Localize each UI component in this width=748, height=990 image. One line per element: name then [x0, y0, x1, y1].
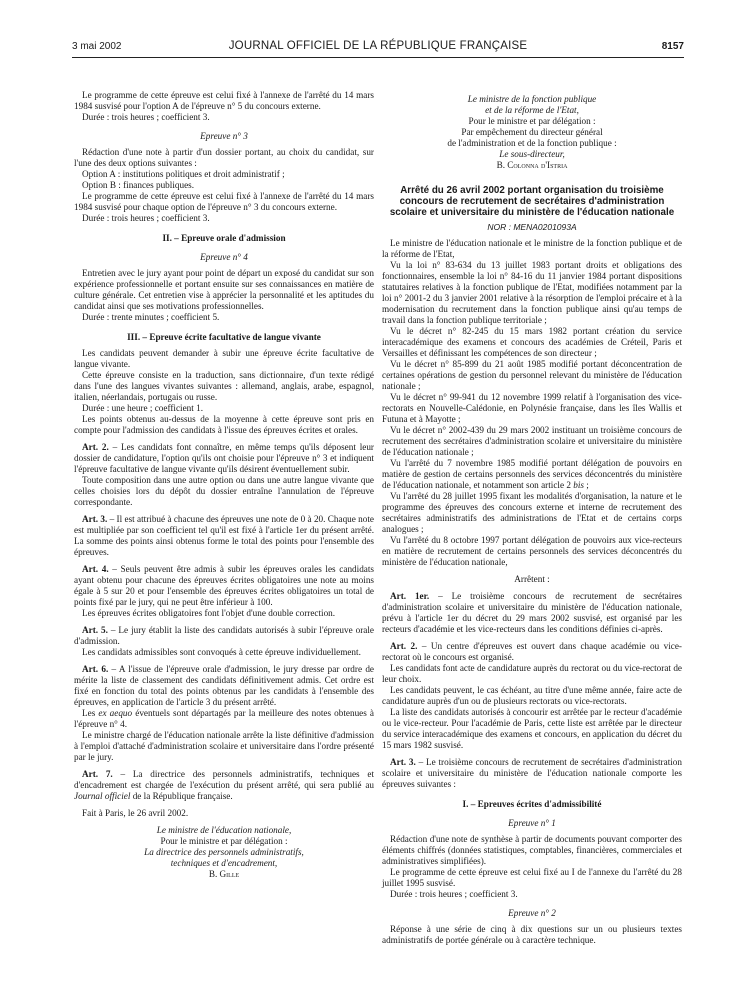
paragraph: Vu le décret n° 2002-439 du 29 mars 2002 instituant un troisième concours de recrutement des secrétaires d'administration scolaire et universitaire du ministère de l'éducation nationale ; — [382, 424, 682, 457]
text-run: Les — [82, 708, 99, 718]
signature-line: Pour le ministre et par délégation : — [468, 116, 596, 126]
decree-title: Arrêté du 26 avril 2002 portant organisation du troisième concours de recrutement de secrétaires d'administration scolaire et universitaire du ministère de l'éducation nationale — [389, 185, 675, 219]
signature-line: Le ministre de l'éducation nationale, — [156, 825, 292, 835]
paragraph — [74, 708, 374, 730]
epreuve-heading: Epreuve n° 3 — [200, 131, 248, 141]
text-run: ; — [583, 479, 589, 490]
section-heading — [74, 332, 374, 343]
paragraph: Vu l'arrêté du 28 juillet 1995 fixant les modalités d'organisation, la nature et le programme des épreuves des concours externe et interne de recrutement des secrétaires administratifs des administrations de l'Etat et de certains corps analogues ; — [382, 490, 682, 534]
paragraph: Vu l'arrêté du 8 octobre 1997 portant délégation de pouvoirs aux vice-recteurs en matière de recrutement de certains personnels des services déconcentrés du ministère de l'éducation nationale, — [382, 534, 682, 567]
paragraph: Les candidats peuvent demander à subir une épreuve écrite facultative de langue vivante. — [74, 348, 374, 369]
signature-line: Le ministre de la fonction publique — [467, 94, 597, 104]
paragraph: Cette épreuve consiste en la traduction, sans dictionnaire, d'un texte rédigé dans l'une des langues vivantes suivantes : allemand, anglais, arabe, espagnol, italien, néerlandais, portugais ou russe. — [74, 370, 374, 402]
article-label: Art. 6. — [82, 664, 109, 674]
arretent: Arrêtent : — [514, 573, 550, 584]
paragraph: Option A : institutions politiques et droit administratif ; — [82, 169, 285, 179]
epreuve-heading: Epreuve n° 4 — [200, 252, 248, 262]
signature-line: Pour le ministre et par délégation : — [160, 836, 288, 846]
article-label: Art. 3. — [390, 756, 416, 767]
article-text: – La directrice des personnels administratifs, techniques et d'encadrement est chargée de l'exécution du présent arrêté, qui sera publié au — [74, 769, 374, 790]
paragraph: Rédaction d'une note de synthèse à partir de documents pouvant comporter des éléments chiffrés (données statistiques, comptables, financières, commerciales et administratives simplifiées). — [382, 833, 682, 866]
article-text: – A l'issue de l'épreuve orale d'admission, le jury dresse par ordre de mérite la liste de classement des candidats définitivement admis. Cet ordre est fixé en fonction du total des points obtenus par les candidats à l'ensemble des épreuves, en application de l'article 3 du présent arrêté. — [74, 664, 374, 707]
signature-line: techniques et d'encadrement, — [170, 858, 278, 868]
paragraph: Entretien avec le jury ayant pour point de départ un exposé du candidat sur son expérience professionnelle et portant ensuite sur ses connaissances en matière de culture générale. Cet entretien vise à apprécier la personnalité et les aptitudes du candidat ainsi que ses motivations professionnelles. — [74, 268, 374, 311]
article-4 — [74, 564, 374, 608]
page-header — [72, 40, 684, 54]
paragraph: Rédaction d'une note à partir d'un dossier portant, au choix du candidat, sur l'une des deux options suivantes : — [74, 147, 374, 168]
left-column — [74, 90, 374, 880]
header-journal-title: JOURNAL OFFICIEL DE LA RÉPUBLIQUE FRANÇAISE — [228, 40, 528, 52]
italic-term: ex aequo — [98, 708, 133, 718]
article-text: – Le troisième concours de recrutement de secrétaires d'administration scolaire et universitaire du ministère de l'éducation nationale, prévu à l'article 1er du décret du 29 mars 2002 susvisé, est organisé par les recteurs d'académie et les vice-recteurs dans les conditions définies ci-après. — [382, 590, 682, 634]
place-date: Fait à Paris, le 26 avril 2002. — [82, 808, 189, 818]
signatory-name: B. Gille — [208, 869, 240, 879]
epreuve-heading: Epreuve n° 2 — [508, 907, 556, 918]
article-label: Art. 2. — [82, 442, 109, 452]
signature-line: et de la réforme de l'Etat, — [485, 105, 579, 115]
paragraph: Durée : trente minutes ; coefficient 5. — [82, 312, 220, 322]
article-2 — [382, 641, 682, 663]
article-label: Art. 2. — [390, 640, 418, 651]
article-label: Art. 5. — [82, 625, 108, 635]
article-text: – Un centre d'épreuves est ouvert dans chaque académie ou vice-rectorat où le concours est organisé. — [382, 640, 682, 662]
article-7 — [74, 769, 374, 802]
paragraph: Le ministre chargé de l'éducation nationale arrête la liste définitive d'admission à l'emploi d'attaché d'administration scolaire et universitaire dans l'ordre présenté par le jury. — [74, 730, 374, 762]
header-page-number: 8157 — [661, 41, 684, 52]
paragraph: Le programme de cette épreuve est celui fixé au I de l'annexe du l'arrêté du 28 juillet 1995 susvisé. — [382, 866, 682, 888]
paragraph: Durée : une heure ; coefficient 1. — [82, 403, 203, 413]
text-run: éventuels sont départagés par la meilleure des notes obtenues à l'épreuve n° 4. — [74, 708, 375, 729]
section-heading-text: III. – Epreuve écrite facultative de langue vivante — [127, 332, 321, 342]
italic-term: Journal officiel — [74, 791, 131, 801]
paragraph: Les candidats admissibles sont convoqués à cette épreuve individuellement. — [82, 647, 361, 657]
paragraph: Vu le décret n° 99-941 du 12 novembre 1999 relatif à l'organisation des vice-rectorats en Nouvelle-Calédonie, en Polynésie française, dans les îles Wallis et Futuna et à Mayotte ; — [382, 391, 682, 424]
paragraph: Option B : finances publiques. — [82, 180, 195, 190]
signature-line: La directrice des personnels administratifs, — [144, 847, 304, 857]
article-label: Art. 1er. — [390, 590, 430, 601]
paragraph: Le programme de cette épreuve est celui fixé à l'annexe de l'arrêté du 14 mars 1984 susvisé pour l'option A de l'épreuve n° 5 du concours externe. — [74, 90, 374, 111]
section-heading — [382, 799, 682, 810]
paragraph: Les candidats peuvent, le cas échéant, au titre d'une même année, faire acte de candidature auprès d'un ou de plusieurs rectorats ou vice-rectorats. — [382, 684, 682, 706]
article-text: – Le jury établit la liste des candidats autorisés à subir l'épreuve orale d'admission. — [74, 625, 374, 646]
section-heading-text: I. – Epreuves écrites d'admissibilité — [462, 798, 602, 809]
paragraph: Durée : trois heures ; coefficient 3. — [390, 888, 518, 899]
article-2 — [74, 442, 374, 475]
paragraph: Vu le décret n° 85-899 du 21 août 1985 modifié portant déconcentration de certaines opérations de gestion du personnel relevant du ministère de l'éducation nationale ; — [382, 358, 682, 391]
nor-reference — [382, 222, 682, 233]
header-date: 3 mai 2002 — [72, 41, 122, 52]
right-column — [382, 94, 682, 946]
article-label: Art. 4. — [82, 564, 109, 574]
paragraph: Les candidats font acte de candidature auprès du rectorat ou du vice-rectorat de leur choix. — [382, 662, 682, 684]
paragraph: Vu le décret n° 82-245 du 15 mars 1982 portant création du service interacadémique des examens et concours des académies de Créteil, Paris et Versailles et définissant les compétences de son directeur ; — [382, 325, 682, 358]
paragraph: Les épreuves écrites obligatoires font l'objet d'une double correction. — [82, 608, 336, 618]
article-text: – Le troisième concours de recrutement de secrétaires d'administration scolaire et universitaire du ministère de l'éducation nationale comporte les épreuves suivantes : — [382, 756, 682, 789]
paragraph — [382, 458, 682, 491]
article-text: – Il est attribué à chacune des épreuves une note de 0 à 20. Chaque note est multipliée par son coefficient tel qu'il est fixé à l'article 1er du présent arrêté. La somme des points ainsi obtenus forme le total des points pour l'ensemble des épreuves. — [74, 514, 374, 557]
article-5 — [74, 625, 374, 647]
article-text: – Seuls peuvent être admis à subir les épreuves orales les candidats ayant obtenu pour chacune des épreuves écrites obligatoires une note au moins égale à 5 sur 20 et pour l'ensemble des épreuves écrites obligatoires un total de points fixé par le jury, qui ne peut être inférieur à 100. — [74, 564, 374, 607]
italic-term: bis — [573, 479, 584, 490]
paragraph: Les points obtenus au-dessus de la moyenne à cette épreuve sont pris en compte pour l'admission des candidats à l'issue des épreuves écrites et orales. — [74, 414, 374, 435]
paragraph: Le programme de cette épreuve est celui fixé à l'annexe de l'arrêté du 14 mars 1984 susvisé pour chaque option de l'épreuve n° 3 du concours externe. — [74, 191, 374, 212]
article-text: – Les candidats font connaître, en même temps qu'ils déposent leur dossier de candidature, l'option qu'ils ont choisie pour l'épreuve n° 3 et indiquent l'épreuve facultative de langue vivante qu'ils désirent éventuellement subir. — [74, 442, 374, 474]
section-heading-text: II. – Epreuve orale d'admission — [162, 233, 286, 243]
article-1 — [382, 591, 682, 635]
article-3 — [74, 514, 374, 558]
header-rule — [72, 57, 684, 58]
paragraph: Réponse à une série de cinq à dix questions sur un ou plusieurs textes administratifs de portée générale ou à caractère technique. — [382, 923, 682, 945]
article-3 — [382, 757, 682, 790]
signature-line: Le sous-directeur, — [499, 149, 565, 159]
article-text: de la République française. — [130, 791, 233, 801]
paragraph: Toute composition dans une autre option ou dans une autre langue vivante que celles choisies lors du dépôt du dossier entraîne l'annulation de l'épreuve correspondante. — [74, 475, 374, 507]
article-6 — [74, 664, 374, 708]
paragraph: La liste des candidats autorisés à concourir est arrêtée par le recteur d'académie ou le vice-recteur. Pour l'académie de Paris, cette liste est arrêtée par le directeur du service interacadémique des examens et concours, en application du décret du 15 mars 1982 susvisé. — [382, 706, 682, 750]
epreuve-heading: Epreuve n° 1 — [508, 817, 556, 828]
paragraph: Durée : trois heures ; coefficient 3. — [82, 213, 210, 223]
nor-label: NOR : — [487, 221, 514, 232]
section-heading — [74, 233, 374, 244]
article-label: Art. 7. — [82, 769, 113, 779]
paragraph: Le ministre de l'éducation nationale et le ministre de la fonction publique et de la réforme de l'Etat, — [382, 237, 682, 259]
text-run: Vu l'arrêté du 7 novembre 1985 modifié portant délégation de pouvoirs en matière de gestion de certains personnels des services déconcentrés du ministère de l'éducation nationale, et notamment son article 2 — [382, 457, 682, 490]
signature-line: de l'administration et de la fonction publique : — [447, 138, 617, 148]
paragraph: Vu la loi n° 83-634 du 13 juillet 1983 portant droits et obligations des fonctionnaires, ensemble la loi n° 84-16 du 11 janvier 1984 portant dispositions statutaires relatives à la fonction publique de l'Etat, modifiées notamment par la loi n° 2001-2 du 3 janvier 2001 relative à la résorption de l'emploi précaire et à la modernisation du recrutement dans la fonction publique ainsi qu'au temps de travail dans la fonction publique territoriale ; — [382, 259, 682, 325]
nor-code: MENA0201093A — [513, 221, 577, 232]
signature-line: Par empêchement du directeur général — [461, 127, 603, 137]
paragraph: Durée : trois heures ; coefficient 3. — [82, 112, 210, 122]
article-label: Art. 3. — [82, 514, 108, 524]
signatory-name: B. Colonna d'Istria — [496, 160, 568, 170]
